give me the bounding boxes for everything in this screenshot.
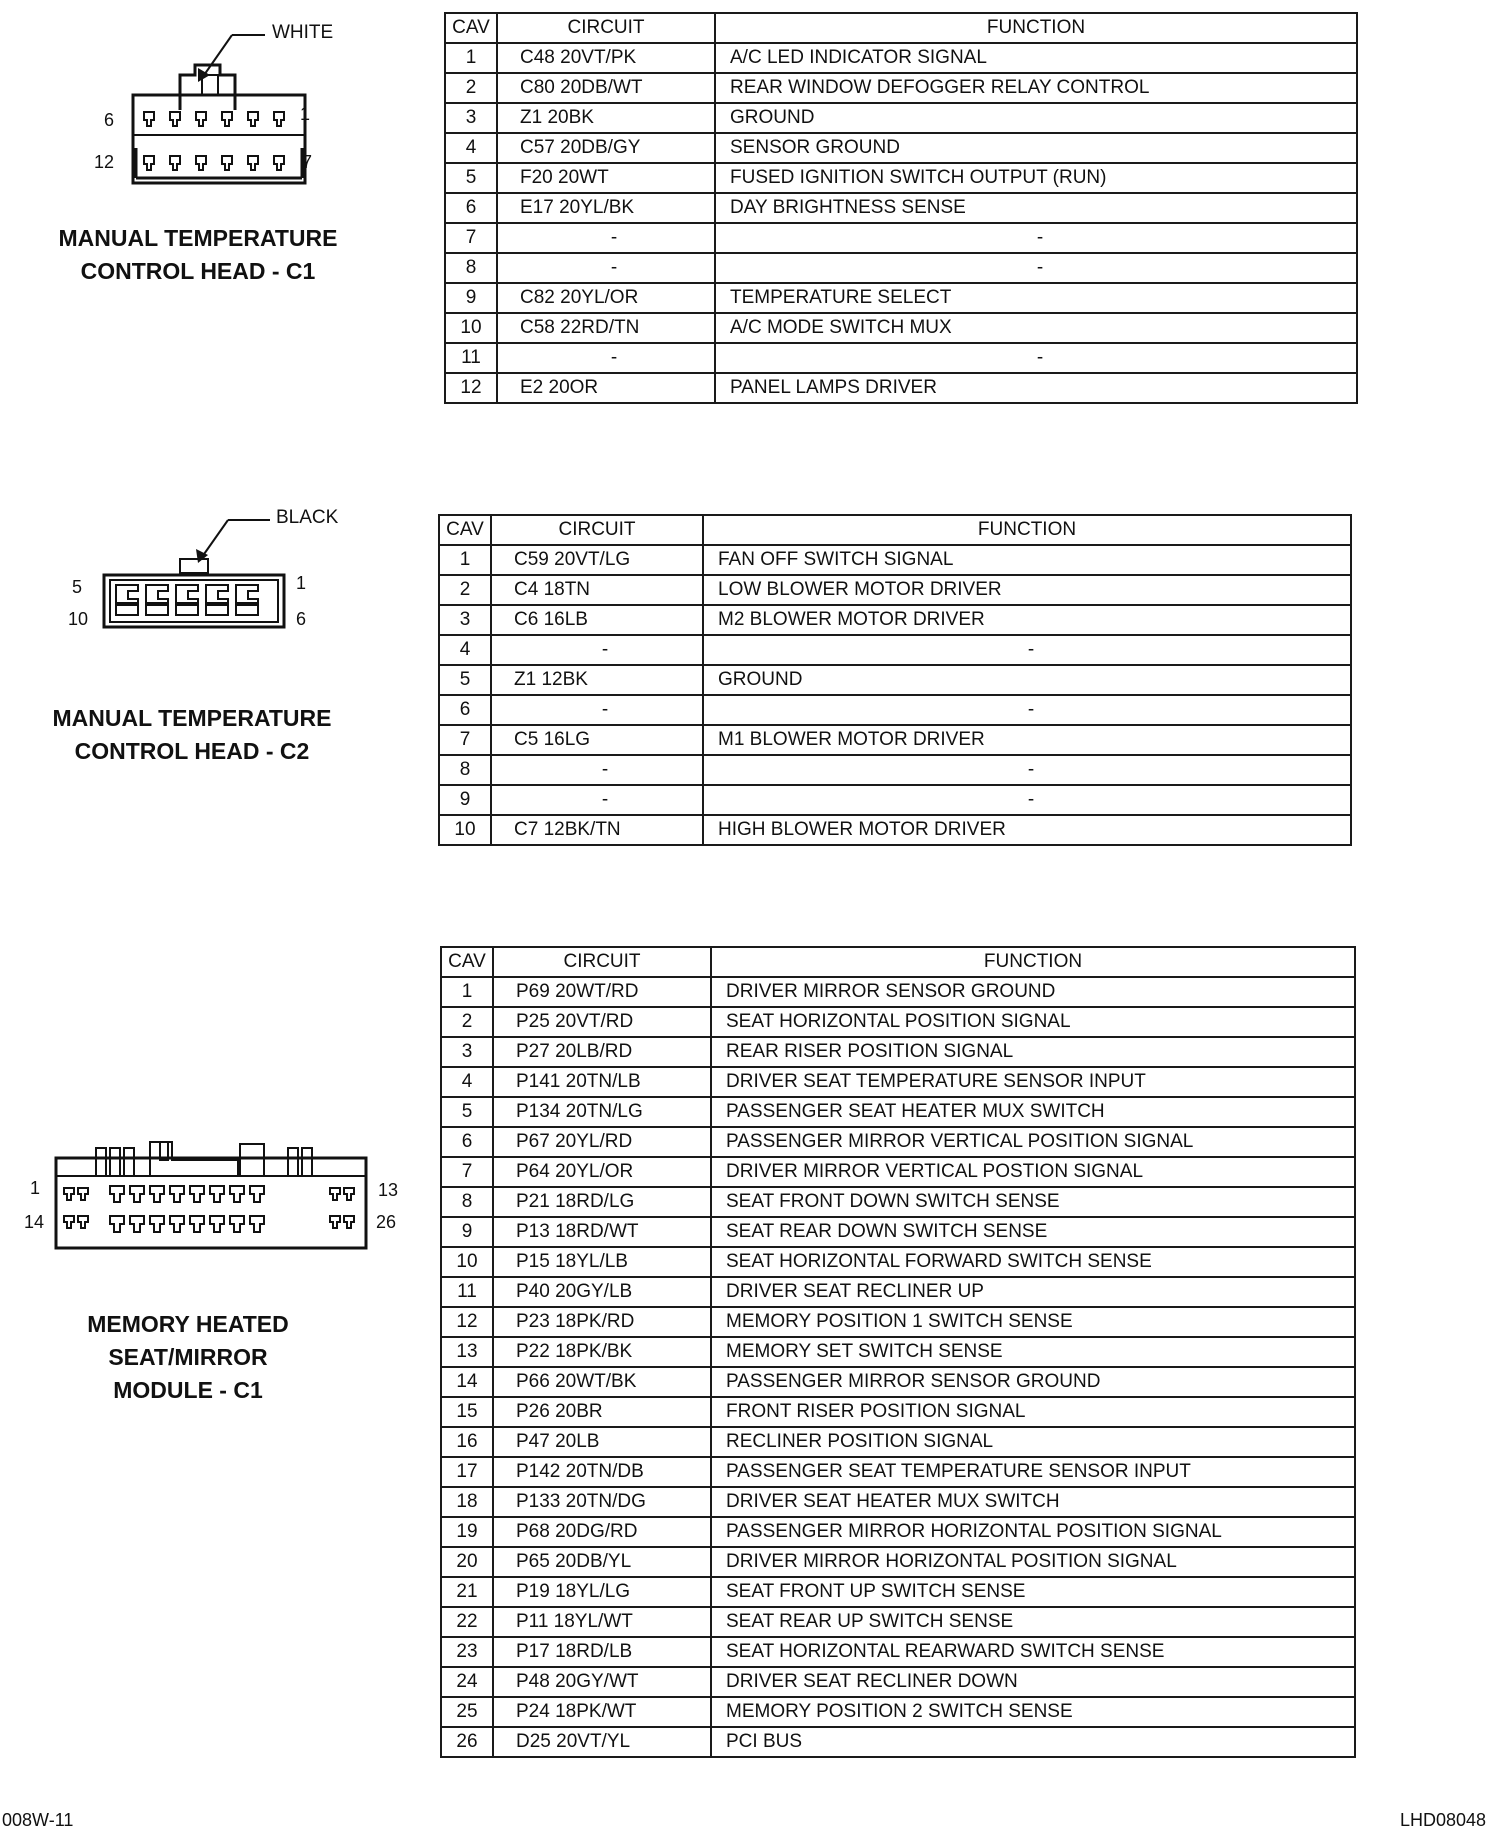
- table-row: [441, 1697, 1355, 1727]
- circuit-cell: C4 18TN: [491, 575, 703, 605]
- cav-cell: 24: [441, 1667, 493, 1697]
- connector-c1-title: [48, 222, 348, 288]
- table-row: [441, 1157, 1355, 1187]
- connector-c2-diagram: [70, 505, 350, 635]
- function-cell: GROUND: [715, 103, 1357, 133]
- circuit-cell: P65 20DB/YL: [493, 1547, 711, 1577]
- table-row: [441, 1007, 1355, 1037]
- pin-table-c2: [438, 514, 1352, 846]
- cav-cell: 1: [445, 43, 497, 73]
- cav-cell: 4: [439, 635, 491, 665]
- circuit-cell: P15 18YL/LB: [493, 1247, 711, 1277]
- function-cell: SEAT HORIZONTAL POSITION SIGNAL: [711, 1007, 1355, 1037]
- connector-memory-drawing: [28, 1140, 408, 1250]
- footer-right-code: LHD08048: [1400, 1810, 1487, 1830]
- header-circuit: CIRCUIT: [497, 13, 715, 43]
- cav-cell: 18: [441, 1487, 493, 1517]
- connector-memory-title: [38, 1308, 338, 1407]
- table-row: [445, 253, 1357, 283]
- table-row: [441, 1217, 1355, 1247]
- function-cell: MEMORY POSITION 1 SWITCH SENSE: [711, 1307, 1355, 1337]
- function-cell: -: [703, 785, 1351, 815]
- circuit-cell: P24 18PK/WT: [493, 1697, 711, 1727]
- circuit-cell: P19 18YL/LG: [493, 1577, 711, 1607]
- header-circuit: CIRCUIT: [493, 947, 711, 977]
- table-row: [439, 755, 1351, 785]
- function-cell: PASSENGER MIRROR SENSOR GROUND: [711, 1367, 1355, 1397]
- footer-left-code: 008W-11: [2, 1810, 74, 1830]
- function-cell: HIGH BLOWER MOTOR DRIVER: [703, 815, 1351, 845]
- table-row: [445, 43, 1357, 73]
- circuit-cell: P27 20LB/RD: [493, 1037, 711, 1067]
- function-cell: DRIVER SEAT RECLINER DOWN: [711, 1667, 1355, 1697]
- circuit-cell: E17 20YL/BK: [497, 193, 715, 223]
- table-row: [441, 1607, 1355, 1637]
- circuit-cell: P21 18RD/LG: [493, 1187, 711, 1217]
- table-row: [441, 1037, 1355, 1067]
- function-cell: -: [715, 223, 1357, 253]
- circuit-cell: P67 20YL/RD: [493, 1127, 711, 1157]
- pin-label-top-right: 1: [300, 104, 311, 124]
- circuit-cell: P11 18YL/WT: [493, 1607, 711, 1637]
- cav-cell: 2: [445, 73, 497, 103]
- circuit-cell: P48 20GY/WT: [493, 1667, 711, 1697]
- function-cell: MEMORY POSITION 2 SWITCH SENSE: [711, 1697, 1355, 1727]
- header-cav: CAV: [441, 947, 493, 977]
- circuit-cell: C82 20YL/OR: [497, 283, 715, 313]
- circuit-cell: P64 20YL/OR: [493, 1157, 711, 1187]
- function-cell: LOW BLOWER MOTOR DRIVER: [703, 575, 1351, 605]
- table-row: [441, 1067, 1355, 1097]
- title-line: CONTROL HEAD - C1: [80, 258, 316, 284]
- cav-cell: 11: [441, 1277, 493, 1307]
- cav-cell: 4: [441, 1067, 493, 1097]
- cav-cell: 10: [445, 313, 497, 343]
- circuit-cell: C48 20VT/PK: [497, 43, 715, 73]
- cav-cell: 22: [441, 1607, 493, 1637]
- cav-cell: 13: [441, 1337, 493, 1367]
- cav-cell: 3: [439, 605, 491, 635]
- table-row: [441, 1397, 1355, 1427]
- connector-memory-diagram: [24, 1140, 408, 1250]
- table-row: [439, 545, 1351, 575]
- circuit-cell: -: [491, 755, 703, 785]
- circuit-cell: P40 20GY/LB: [493, 1277, 711, 1307]
- cav-cell: 6: [439, 695, 491, 725]
- table-row: [439, 575, 1351, 605]
- title-line: SEAT/MIRROR: [108, 1344, 268, 1370]
- cav-cell: 8: [439, 755, 491, 785]
- function-cell: DRIVER MIRROR VERTICAL POSTION SIGNAL: [711, 1157, 1355, 1187]
- table-row: [445, 313, 1357, 343]
- cav-cell: 5: [445, 163, 497, 193]
- title-line: CONTROL HEAD - C2: [74, 738, 310, 764]
- circuit-cell: C59 20VT/LG: [491, 545, 703, 575]
- pin-label-top-right: 13: [378, 1180, 399, 1200]
- circuit-cell: P66 20WT/BK: [493, 1367, 711, 1397]
- table-row: [441, 1367, 1355, 1397]
- function-cell: PASSENGER MIRROR HORIZONTAL POSITION SIGNAL: [711, 1517, 1355, 1547]
- circuit-cell: C5 16LG: [491, 725, 703, 755]
- pin-label-bottom-right: 7: [302, 152, 313, 172]
- function-cell: -: [703, 635, 1351, 665]
- function-cell: M1 BLOWER MOTOR DRIVER: [703, 725, 1351, 755]
- table-row: [439, 605, 1351, 635]
- table-row: [439, 785, 1351, 815]
- cav-cell: 10: [439, 815, 491, 845]
- circuit-cell: P142 20TN/DB: [493, 1457, 711, 1487]
- function-cell: SEAT HORIZONTAL REARWARD SWITCH SENSE: [711, 1637, 1355, 1667]
- table-row: [441, 1667, 1355, 1697]
- function-cell: SENSOR GROUND: [715, 133, 1357, 163]
- cav-cell: 26: [441, 1727, 493, 1757]
- header-function: FUNCTION: [703, 515, 1351, 545]
- table-row: [441, 1487, 1355, 1517]
- table-row: [439, 665, 1351, 695]
- circuit-cell: -: [491, 785, 703, 815]
- function-cell: DRIVER MIRROR HORIZONTAL POSITION SIGNAL: [711, 1547, 1355, 1577]
- pin-label-top-left: 5: [72, 577, 83, 597]
- cav-cell: 3: [445, 103, 497, 133]
- circuit-cell: P22 18PK/BK: [493, 1337, 711, 1367]
- circuit-cell: P17 18RD/LB: [493, 1637, 711, 1667]
- function-cell: PANEL LAMPS DRIVER: [715, 373, 1357, 403]
- function-cell: PASSENGER MIRROR VERTICAL POSITION SIGNAL: [711, 1127, 1355, 1157]
- cav-cell: 11: [445, 343, 497, 373]
- function-cell: PCI BUS: [711, 1727, 1355, 1757]
- title-line: MANUAL TEMPERATURE: [52, 705, 332, 731]
- function-cell: A/C LED INDICATOR SIGNAL: [715, 43, 1357, 73]
- circuit-cell: P134 20TN/LG: [493, 1097, 711, 1127]
- function-cell: M2 BLOWER MOTOR DRIVER: [703, 605, 1351, 635]
- table-row: [441, 1637, 1355, 1667]
- cav-cell: 8: [441, 1187, 493, 1217]
- circuit-cell: C7 12BK/TN: [491, 815, 703, 845]
- table-row: [445, 343, 1357, 373]
- function-cell: FUSED IGNITION SWITCH OUTPUT (RUN): [715, 163, 1357, 193]
- cav-cell: 4: [445, 133, 497, 163]
- cav-cell: 12: [441, 1307, 493, 1337]
- function-cell: GROUND: [703, 665, 1351, 695]
- function-cell: -: [703, 755, 1351, 785]
- circuit-cell: -: [497, 343, 715, 373]
- table-row: [441, 1277, 1355, 1307]
- cav-cell: 20: [441, 1547, 493, 1577]
- circuit-cell: C80 20DB/WT: [497, 73, 715, 103]
- table-row: [441, 1547, 1355, 1577]
- function-cell: FAN OFF SWITCH SIGNAL: [703, 545, 1351, 575]
- circuit-cell: P47 20LB: [493, 1427, 711, 1457]
- function-cell: REAR RISER POSITION SIGNAL: [711, 1037, 1355, 1067]
- function-cell: SEAT REAR UP SWITCH SENSE: [711, 1607, 1355, 1637]
- pin-label-top-right: 1: [296, 573, 307, 593]
- table-row: [441, 1577, 1355, 1607]
- circuit-cell: Z1 20BK: [497, 103, 715, 133]
- table-row: [441, 1097, 1355, 1127]
- circuit-cell: Z1 12BK: [491, 665, 703, 695]
- cav-cell: 21: [441, 1577, 493, 1607]
- table-row: [441, 1727, 1355, 1757]
- function-cell: TEMPERATURE SELECT: [715, 283, 1357, 313]
- cav-cell: 9: [441, 1217, 493, 1247]
- cav-cell: 8: [445, 253, 497, 283]
- pin-label-bottom-left: 14: [24, 1212, 45, 1232]
- cav-cell: 10: [441, 1247, 493, 1277]
- pin-label-bottom-left: 10: [68, 609, 89, 629]
- function-cell: REAR WINDOW DEFOGGER RELAY CONTROL: [715, 73, 1357, 103]
- header-function: FUNCTION: [715, 13, 1357, 43]
- table-row: [441, 977, 1355, 1007]
- function-cell: FRONT RISER POSITION SIGNAL: [711, 1397, 1355, 1427]
- table-row: [439, 815, 1351, 845]
- header-cav: CAV: [439, 515, 491, 545]
- function-cell: SEAT FRONT UP SWITCH SENSE: [711, 1577, 1355, 1607]
- function-cell: -: [703, 695, 1351, 725]
- table-row: [445, 223, 1357, 253]
- circuit-cell: -: [497, 223, 715, 253]
- function-cell: DAY BRIGHTNESS SENSE: [715, 193, 1357, 223]
- cav-cell: 23: [441, 1637, 493, 1667]
- circuit-cell: C57 20DB/GY: [497, 133, 715, 163]
- title-line: MODULE - C1: [113, 1377, 263, 1403]
- table-row: [441, 1457, 1355, 1487]
- function-cell: SEAT FRONT DOWN SWITCH SENSE: [711, 1187, 1355, 1217]
- circuit-cell: C6 16LB: [491, 605, 703, 635]
- circuit-cell: P133 20TN/DG: [493, 1487, 711, 1517]
- pin-label-top-left: 6: [104, 110, 115, 130]
- cav-cell: 7: [439, 725, 491, 755]
- table-row: [445, 373, 1357, 403]
- function-cell: -: [715, 343, 1357, 373]
- table-row: [441, 1517, 1355, 1547]
- circuit-cell: -: [497, 253, 715, 283]
- cav-cell: 15: [441, 1397, 493, 1427]
- cav-cell: 6: [441, 1127, 493, 1157]
- circuit-cell: P13 18RD/WT: [493, 1217, 711, 1247]
- table-row: [441, 1127, 1355, 1157]
- function-cell: -: [715, 253, 1357, 283]
- circuit-cell: P23 18PK/RD: [493, 1307, 711, 1337]
- function-cell: SEAT REAR DOWN SWITCH SENSE: [711, 1217, 1355, 1247]
- table-row: [445, 193, 1357, 223]
- cav-cell: 5: [441, 1097, 493, 1127]
- circuit-cell: E2 20OR: [497, 373, 715, 403]
- circuit-cell: P69 20WT/RD: [493, 977, 711, 1007]
- connector-c2-title: [42, 702, 342, 768]
- pin-table-c1: [444, 12, 1358, 404]
- cav-cell: 1: [441, 977, 493, 1007]
- circuit-cell: C58 22RD/TN: [497, 313, 715, 343]
- function-cell: MEMORY SET SWITCH SENSE: [711, 1337, 1355, 1367]
- pin-label-bottom-right: 26: [376, 1212, 397, 1232]
- cav-cell: 9: [445, 283, 497, 313]
- cav-cell: 7: [445, 223, 497, 253]
- cav-cell: 6: [445, 193, 497, 223]
- pin-label-bottom-right: 6: [296, 609, 307, 629]
- table-row: [439, 695, 1351, 725]
- cav-cell: 2: [439, 575, 491, 605]
- table-row: [445, 133, 1357, 163]
- table-row: [441, 1247, 1355, 1277]
- cav-cell: 25: [441, 1697, 493, 1727]
- pin-label-top-left: 1: [30, 1178, 41, 1198]
- cav-cell: 7: [441, 1157, 493, 1187]
- cav-cell: 12: [445, 373, 497, 403]
- title-line: MANUAL TEMPERATURE: [58, 225, 338, 251]
- cav-cell: 16: [441, 1427, 493, 1457]
- table-row: [439, 635, 1351, 665]
- cav-cell: 19: [441, 1517, 493, 1547]
- table-row: [445, 73, 1357, 103]
- pin-label-bottom-left: 12: [94, 152, 115, 172]
- table-row: [441, 1307, 1355, 1337]
- function-cell: SEAT HORIZONTAL FORWARD SWITCH SENSE: [711, 1247, 1355, 1277]
- header-cav: CAV: [445, 13, 497, 43]
- cav-cell: 9: [439, 785, 491, 815]
- cav-cell: 14: [441, 1367, 493, 1397]
- circuit-cell: P68 20DG/RD: [493, 1517, 711, 1547]
- function-cell: DRIVER SEAT HEATER MUX SWITCH: [711, 1487, 1355, 1517]
- pin-table-memory: [440, 946, 1356, 1758]
- circuit-cell: P141 20TN/LB: [493, 1067, 711, 1097]
- function-cell: DRIVER SEAT TEMPERATURE SENSOR INPUT: [711, 1067, 1355, 1097]
- function-cell: PASSENGER SEAT HEATER MUX SWITCH: [711, 1097, 1355, 1127]
- table-row: [445, 103, 1357, 133]
- header-circuit: CIRCUIT: [491, 515, 703, 545]
- function-cell: PASSENGER SEAT TEMPERATURE SENSOR INPUT: [711, 1457, 1355, 1487]
- function-cell: RECLINER POSITION SIGNAL: [711, 1427, 1355, 1457]
- table-row: [445, 283, 1357, 313]
- circuit-cell: P25 20VT/RD: [493, 1007, 711, 1037]
- cav-cell: 1: [439, 545, 491, 575]
- table-row: [441, 1337, 1355, 1367]
- table-row: [445, 163, 1357, 193]
- table-row: [441, 1187, 1355, 1217]
- cav-cell: 5: [439, 665, 491, 695]
- circuit-cell: F20 20WT: [497, 163, 715, 193]
- table-row: [441, 1427, 1355, 1457]
- table-row: [439, 725, 1351, 755]
- function-cell: DRIVER MIRROR SENSOR GROUND: [711, 977, 1355, 1007]
- header-function: FUNCTION: [711, 947, 1355, 977]
- circuit-cell: D25 20VT/YL: [493, 1727, 711, 1757]
- cav-cell: 2: [441, 1007, 493, 1037]
- cav-cell: 3: [441, 1037, 493, 1067]
- circuit-cell: -: [491, 695, 703, 725]
- function-cell: A/C MODE SWITCH MUX: [715, 313, 1357, 343]
- circuit-cell: -: [491, 635, 703, 665]
- title-line: MEMORY HEATED: [87, 1311, 289, 1337]
- cav-cell: 17: [441, 1457, 493, 1487]
- circuit-cell: P26 20BR: [493, 1397, 711, 1427]
- connector-c1-color: WHITE: [272, 22, 334, 43]
- connector-c1-diagram: [94, 20, 340, 180]
- connector-c2-color: BLACK: [276, 507, 339, 528]
- function-cell: DRIVER SEAT RECLINER UP: [711, 1277, 1355, 1307]
